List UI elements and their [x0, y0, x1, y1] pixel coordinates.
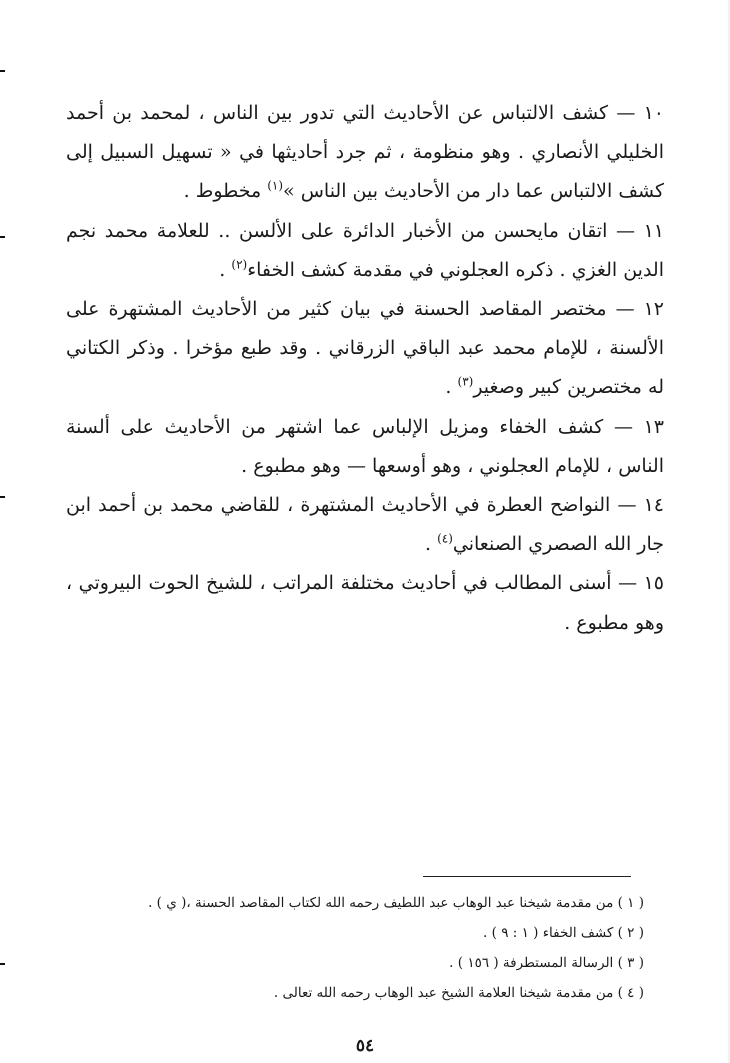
entry-12: ١٢ — مختصر المقاصد الحسنة في بيان كثير من الأحاديث المشتهرة على الألسنة ، للإمام محمد عبد الباقي الزرقاني . وقد طبع مؤخرا . وذكر الكتاني له مختصرين كبير وصغير$^{(٣)}$ . [66, 298, 664, 399]
footnote-ref: (١) [267, 179, 284, 194]
footnote-ref: (٣) [457, 375, 474, 390]
footnote-ref: (٢) [231, 257, 248, 272]
entry-15: ١٥ — أسنى المطالب في أحاديث مختلفة المراتب ، للشيخ الحوت البيروتي ، وهو مطبوع . [66, 572, 664, 634]
footnote-divider [423, 876, 631, 877]
margin-mark [0, 236, 5, 238]
footnotes [60, 888, 644, 1008]
footnote-2: ( ٢ ) كشف الخفاء ( ١ : ٩ ) . [483, 925, 644, 941]
footnote-1: ( ١ ) من مقدمة شيخنا عبد الوهاب عبد اللطيف رحمه الله لكتاب المقاصد الحسنة ،( ي ) . [148, 895, 644, 911]
footnote-3: ( ٣ ) الرسالة المستطرفة ( ١٥٦ ) . [449, 955, 644, 971]
margin-mark [0, 963, 5, 965]
entry-13: ١٣ — كشف الخفاء ومزيل الإلباس عما اشتهر من الأحاديث على ألسنة الناس ، للإمام العجلوني ، وهو أوسعها — وهو مطبوع . [66, 415, 664, 477]
body-text [66, 94, 664, 643]
page-number: ٥٤ [355, 1036, 375, 1056]
margin-mark [0, 70, 5, 72]
entry-10: ١٠ — كشف الالتباس عن الأحاديث التي تدور بين الناس ، لمحمد بن أحمد الخليلي الأنصاري . وهو منظومة ، ثم جرد أحاديثها في « تسهيل السبيل إلى كشف الالتباس عما دار من الأحاديث بين الناس »$^{(١)}$ مخطوط . [66, 102, 664, 203]
entry-11: ١١ — اتقان مايحسن من الأخبار الدائرة على الألسن .. للعلامة محمد نجم الدين الغزي . ذكره العجلوني في مقدمة كشف الخفاء$^{(٢)}$ . [66, 219, 664, 281]
footnote-4: ( ٤ ) من مقدمة شيخنا العلامة الشيخ عبد الوهاب رحمه الله تعالى . [273, 985, 644, 1001]
footnote-ref: (٤) [437, 531, 453, 546]
entry-14: ١٤ — النواضح العطرة في الأحاديث المشتهرة ، للقاضي محمد بن أحمد ابن جار الله الصصري الصنعاني$^{(٤)}$ . [66, 494, 664, 556]
margin-mark [0, 496, 5, 498]
